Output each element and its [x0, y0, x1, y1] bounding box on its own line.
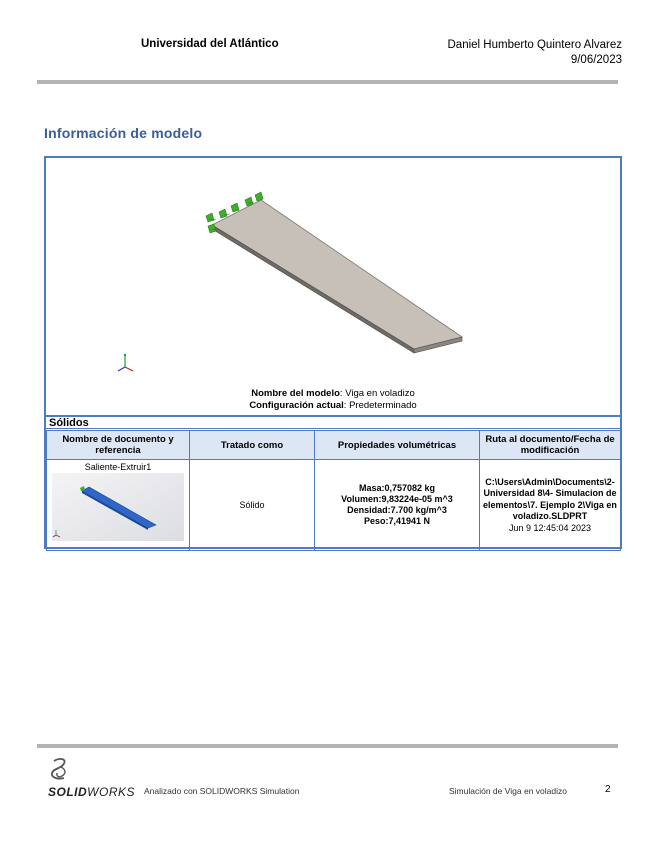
brand-bold: SOLID [48, 785, 88, 799]
solidworks-brand [48, 785, 135, 799]
density-value: Densidad:7.700 kg/m^3 [347, 505, 447, 515]
simulation-name: Simulación de Viga en voladizo [449, 786, 567, 796]
model-info-frame [44, 156, 622, 549]
report-date: 9/06/2023 [570, 54, 622, 66]
model-config-label: Configuración actual [249, 400, 344, 411]
treated-as-value: Sólido [239, 499, 265, 510]
solids-table [46, 430, 621, 551]
volumetric-props-cell [315, 460, 480, 551]
footer-divider [37, 744, 618, 748]
header-author-block [448, 38, 623, 68]
section-title: Información de modelo [44, 125, 203, 141]
treated-as-cell [190, 460, 315, 551]
weight-value: Peso:7,41941 N [363, 516, 431, 526]
beam-model-render [46, 158, 620, 416]
col-path-date: Ruta al documento/Fecha de modificación [480, 431, 621, 460]
model-name-line [46, 388, 620, 400]
table-row [47, 460, 621, 551]
model-config-value: : Predeterminado [343, 400, 417, 411]
solids-header-row [47, 431, 621, 460]
document-path: C:\Users\Admin\Documents\2- Universidad 8\4- Simulacion de elementos\7. Ejemplo 2\Viga en voladizo.SLDPRT [483, 476, 617, 521]
volumetric-props [318, 483, 476, 527]
university-name: Universidad del Atlántico [141, 38, 279, 50]
author-name: Daniel Humberto Quintero Alvarez [447, 39, 622, 51]
path-cell [480, 460, 621, 551]
beam-top-face [212, 200, 462, 349]
ds-logo-icon [48, 757, 72, 783]
page-number: 2 [605, 784, 611, 795]
header-divider [37, 80, 618, 84]
body-name-cell [47, 460, 190, 551]
model-caption [46, 388, 620, 412]
analyzed-with: Analizado con SOLIDWORKS Simulation [144, 786, 300, 796]
model-viewport [46, 158, 620, 416]
solids-heading: Sólidos [46, 415, 620, 429]
mass-value: Masa:0,757082 kg [358, 483, 436, 493]
model-config-line [46, 400, 620, 412]
col-document-name: Nombre de documento y referencia [47, 431, 190, 460]
col-treated-as: Tratado como [190, 431, 315, 460]
volume-value: Volumen:9,83224e-05 m^3 [341, 494, 453, 504]
brand-light: WORKS [87, 785, 136, 799]
body-thumbnail [52, 473, 184, 541]
model-name-label: Nombre del modelo [251, 388, 340, 399]
axis-triad-icon [118, 354, 133, 371]
modified-date: Jun 9 12:45:04 2023 [508, 522, 592, 533]
col-volumetric-props: Propiedades volumétricas [315, 431, 480, 460]
body-name: Saliente-Extruir1 [84, 462, 152, 472]
model-name-value: : Viga en voladizo [339, 388, 415, 399]
